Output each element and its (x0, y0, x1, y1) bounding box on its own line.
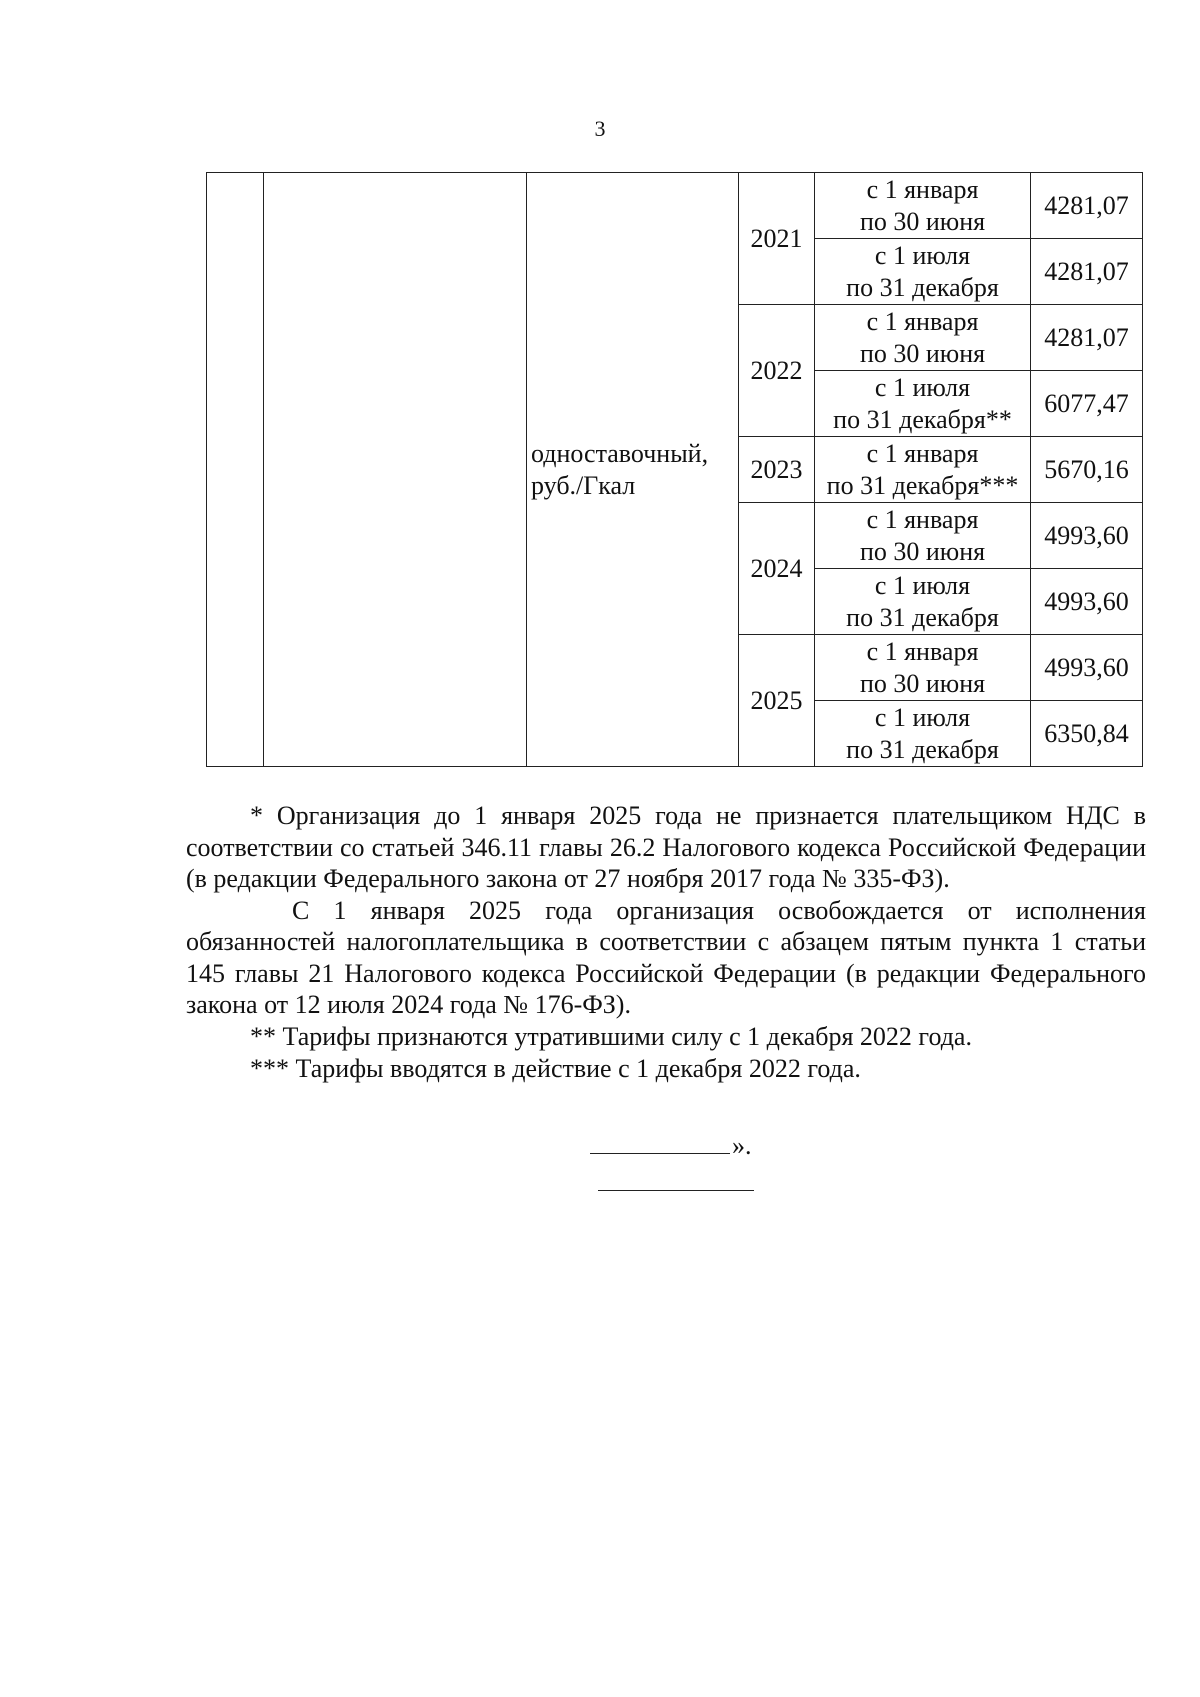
tariff-value: 5670,16 (1031, 437, 1143, 503)
period-start: с 1 января (866, 306, 979, 336)
tariff-value: 4993,60 (1031, 569, 1143, 635)
year-cell: 2021 (739, 173, 815, 305)
tariff-value: 6077,47 (1031, 371, 1143, 437)
period-end: по 30 июня (859, 338, 986, 368)
period-end: по 31 декабря (846, 272, 999, 302)
year-cell: 2024 (739, 503, 815, 635)
closing-line (590, 1131, 752, 1161)
footnote-vat: * Организация до 1 января 2025 года не признается плательщиком НДС в соответствии со статьей 346.11 главы 26.2 Налогового кодекса Российской Федерации (в редакции Федерального закона от 27 ноября 2017 года № 335-ФЗ). (186, 801, 1146, 894)
period-end: по 31 декабря*** (826, 470, 1019, 500)
end-divider (598, 1190, 754, 1191)
period-cell (815, 173, 1031, 239)
period-start: с 1 января (866, 636, 979, 666)
tariff-value: 4993,60 (1031, 635, 1143, 701)
period-cell (815, 239, 1031, 305)
period-cell (815, 305, 1031, 371)
year-cell: 2025 (739, 635, 815, 767)
year-cell: 2023 (739, 437, 815, 503)
footnote-exemption: С 1 января 2025 года организация освобождается от исполнения обязанностей налогоплательщика в соответствии с абзацем пятым пункта 1 статьи 145 главы 21 Налогового кодекса Российской Федерации (в редакции Федерального закона от 12 июля 2024 года № 176-ФЗ). (186, 895, 1146, 1020)
period-cell (815, 635, 1031, 701)
tariff-table (206, 172, 1143, 767)
tariff-type-line: одноставочный, (531, 438, 709, 468)
period-cell (815, 437, 1031, 503)
period-start: с 1 июля (874, 570, 971, 600)
table-row (207, 173, 1143, 239)
period-end: по 31 декабря (846, 602, 999, 632)
tariff-type-cell (527, 173, 739, 767)
tariff-value: 6350,84 (1031, 701, 1143, 767)
tariff-value: 4993,60 (1031, 503, 1143, 569)
period-start: с 1 июля (874, 702, 971, 732)
period-cell (815, 371, 1031, 437)
footnote-triple-asterisk: *** Тарифы вводятся в действие с 1 декабря 2022 года. (250, 1053, 861, 1083)
period-cell (815, 503, 1031, 569)
period-start: с 1 июля (874, 240, 971, 270)
period-end: по 31 декабря (846, 734, 999, 764)
empty-cell-number (207, 173, 264, 767)
period-start: с 1 июля (874, 372, 971, 402)
period-start: с 1 января (866, 174, 979, 204)
tariff-value: 4281,07 (1031, 305, 1143, 371)
tariff-unit-line: руб./Гкал (531, 470, 636, 500)
period-start: с 1 января (866, 504, 979, 534)
closing-quote: ». (732, 1131, 752, 1160)
period-end: по 30 июня (859, 536, 986, 566)
period-start: с 1 января (866, 438, 979, 468)
period-end: по 31 декабря** (833, 404, 1012, 434)
period-cell (815, 569, 1031, 635)
year-cell: 2022 (739, 305, 815, 437)
tariff-value: 4281,07 (1031, 173, 1143, 239)
closing-rule (590, 1153, 730, 1154)
footnotes (186, 800, 1146, 1084)
footnote-double-asterisk: ** Тарифы признаются утратившими силу с 1 декабря 2022 года. (250, 1022, 972, 1052)
tariff-value: 4281,07 (1031, 239, 1143, 305)
empty-cell-name (264, 173, 527, 767)
period-cell (815, 701, 1031, 767)
period-end: по 30 июня (859, 206, 986, 236)
period-end: по 30 июня (859, 668, 986, 698)
page-number: 3 (594, 116, 606, 141)
